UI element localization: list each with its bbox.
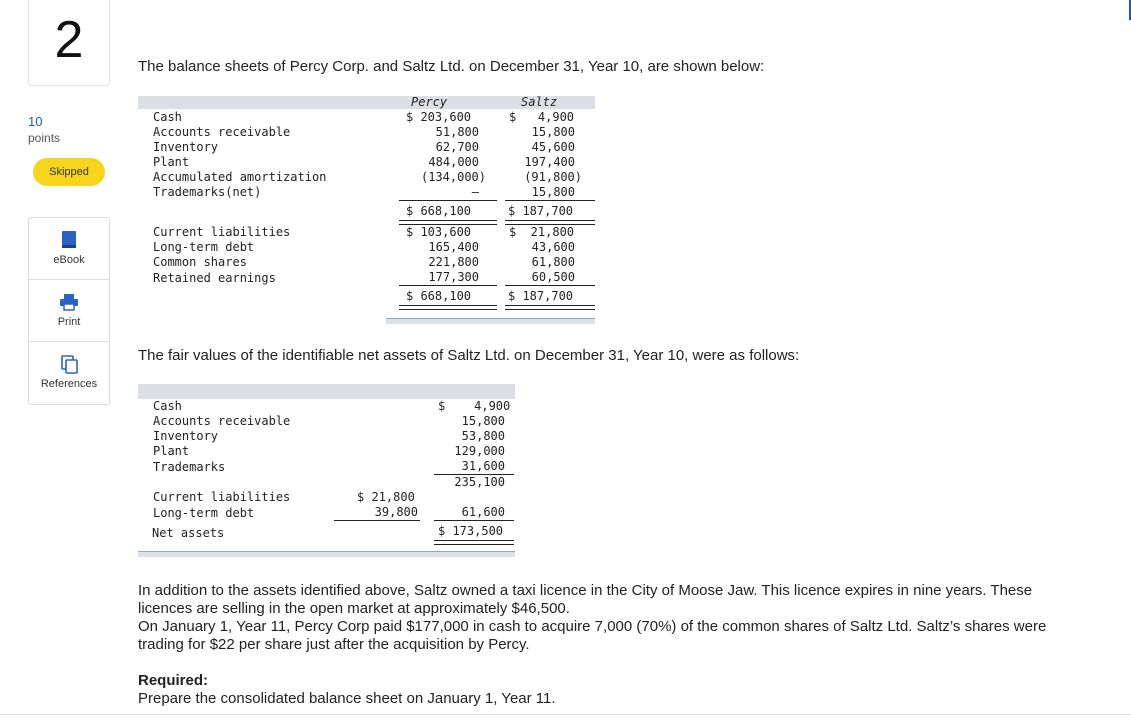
- tools-panel: [28, 217, 110, 405]
- fair-table-footer-bar: [138, 551, 515, 557]
- net-assets-double-rule: [434, 540, 514, 545]
- book-icon: [60, 230, 78, 250]
- print-label: Print: [57, 316, 81, 328]
- fair-value: 15,800: [461, 414, 505, 428]
- narrative-line-3: On January 1, Year 11, Percy Corp paid $177,000 in cash to acquire 7,000 (70%) of the common shares of Saltz Ltd. Saltz’s shares were: [138, 618, 1047, 635]
- saltz-asset-total: $ 187,700: [508, 204, 574, 218]
- row-label: Plant: [153, 444, 190, 458]
- percy-value: 51,800: [435, 125, 479, 139]
- references-button[interactable]: [29, 342, 109, 404]
- points-label: points: [28, 131, 61, 145]
- row-label: Retained earnings: [153, 271, 276, 285]
- references-label: References: [40, 378, 98, 390]
- row-label: Current liabilities: [153, 225, 291, 239]
- fair-liab-total: 61,600: [461, 505, 505, 519]
- saltz-value: 61,800: [531, 255, 575, 269]
- col-header-percy: Percy: [411, 95, 448, 109]
- row-label: Inventory: [153, 429, 219, 443]
- printer-icon: [59, 292, 79, 312]
- percy-value: –: [471, 185, 479, 199]
- bottom-divider: [0, 714, 1131, 715]
- percy-total-double-rule-2: [399, 305, 497, 310]
- saltz-value: 197,400: [524, 155, 575, 169]
- print-button[interactable]: [29, 280, 109, 342]
- percy-subtotal-rule-2: [399, 285, 497, 286]
- percy-liab-total: $ 668,100: [406, 289, 472, 303]
- percy-value: $ 203,600: [406, 110, 472, 124]
- row-label: Trademarks(net): [153, 185, 262, 199]
- saltz-subtotal-rule-2: [505, 285, 595, 286]
- saltz-value: 15,800: [531, 185, 575, 199]
- percy-value: 177,300: [428, 270, 479, 284]
- percy-value: 165,400: [428, 240, 479, 254]
- net-assets-label: Net assets: [152, 526, 225, 540]
- row-label: Trademarks: [153, 460, 226, 474]
- points-value: 10: [28, 114, 43, 129]
- saltz-value: 45,600: [531, 140, 575, 154]
- percy-value: 484,000: [428, 155, 479, 169]
- saltz-liab-total: $ 187,700: [508, 289, 574, 303]
- fair-asset-subtotal: 235,100: [454, 475, 505, 489]
- status-badge: Skipped: [33, 158, 105, 186]
- saltz-value: 15,800: [531, 125, 575, 139]
- row-label: Long-term debt: [153, 240, 255, 254]
- ebook-button[interactable]: [29, 218, 109, 280]
- narrative-line-2: licences are selling in the open market at approximately $46,500.: [138, 600, 570, 617]
- fair-liab-rule: [334, 520, 420, 521]
- percy-value: 221,800: [428, 255, 479, 269]
- row-label: Plant: [153, 155, 190, 169]
- percy-value: (134,000): [420, 170, 486, 184]
- saltz-value: (91,800): [524, 170, 582, 184]
- fair-value: 129,000: [454, 444, 505, 458]
- percy-value: $ 103,600: [406, 225, 472, 239]
- fair-value: 31,600: [461, 459, 505, 473]
- narrative-line-1: In addition to the assets identified above, Saltz owned a taxi licence in the City of Moose Jaw. This licence expires in nine years. These: [138, 582, 1033, 599]
- saltz-value: $ 21,800: [509, 225, 575, 239]
- fair-value: $ 4,900: [438, 399, 511, 413]
- row-label: Accumulated amortization: [153, 170, 327, 184]
- saltz-subtotal-rule: [505, 200, 595, 201]
- fair-intro-text: The fair values of the identifiable net assets of Saltz Ltd. on December 31, Year 10, were as follows:: [138, 347, 800, 364]
- saltz-total-double-rule-2: [505, 305, 595, 310]
- question-number: 2: [28, 0, 110, 86]
- required-text: Prepare the consolidated balance sheet on January 1, Year 11.: [138, 690, 556, 707]
- fair-liab-total-rule: [434, 520, 514, 521]
- copy-icon: [59, 354, 79, 374]
- col-header-saltz: Saltz: [521, 95, 558, 109]
- row-label: Cash: [153, 399, 182, 413]
- ebook-label: eBook: [53, 254, 85, 266]
- required-label: Required:: [138, 672, 209, 689]
- fair-table-header-bar: [138, 384, 515, 399]
- row-label: Accounts receivable: [153, 125, 291, 139]
- table-footer-bar: [386, 318, 595, 324]
- row-label: Accounts receivable: [153, 414, 291, 428]
- row-label: Current liabilities: [153, 490, 291, 504]
- saltz-value: 43,600: [531, 240, 575, 254]
- saltz-value: 60,500: [531, 270, 575, 284]
- percy-asset-total: $ 668,100: [406, 204, 472, 218]
- fair-value: 53,800: [461, 429, 505, 443]
- row-label: Long-term debt: [153, 506, 255, 520]
- fair-liab-value: 39,800: [374, 505, 418, 519]
- saltz-value: $ 4,900: [509, 110, 575, 124]
- row-label: Cash: [153, 110, 182, 124]
- net-assets-value: $ 173,500: [438, 524, 504, 538]
- fair-liab-value: $ 21,800: [357, 490, 415, 504]
- percy-value: 62,700: [435, 140, 479, 154]
- percy-subtotal-rule: [399, 200, 497, 201]
- narrative-line-4: trading for $22 per share just after the acquisition by Percy.: [138, 636, 530, 653]
- row-label: Inventory: [153, 140, 219, 154]
- row-label: Common shares: [153, 255, 247, 269]
- intro-text: The balance sheets of Percy Corp. and Saltz Ltd. on December 31, Year 10, are shown below:: [138, 58, 765, 75]
